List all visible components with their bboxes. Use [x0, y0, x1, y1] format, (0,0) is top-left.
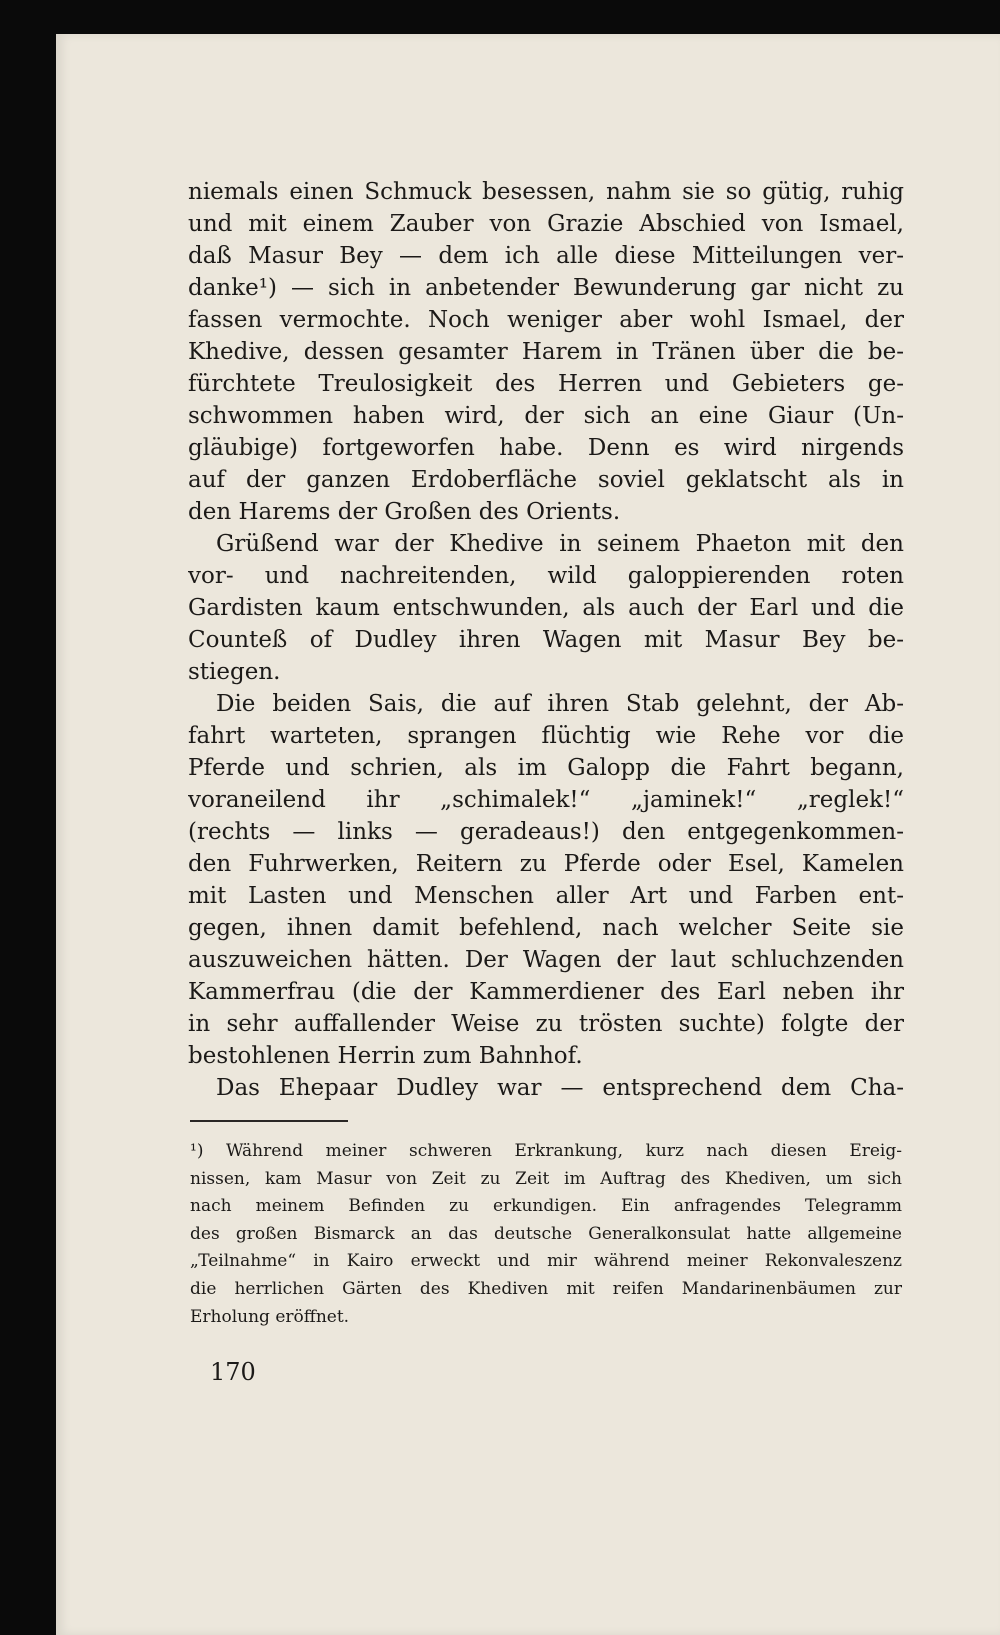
footnote — [190, 1138, 902, 1331]
footnote-line: nissen, kam Masur von Zeit zu Zeit im Auftrag des Khediven, um sich — [190, 1168, 902, 1189]
text-line: den Fuhrwerken, Reitern zu Pferde oder Esel, Kamelen — [188, 851, 904, 877]
footnote-line: die herrlichen Gärten des Khediven mit reifen Mandarinenbäumen zur — [190, 1278, 902, 1299]
text-line: bestohlenen Herrin zum Bahnhof. — [188, 1043, 583, 1069]
footnote-line: des großen Bismarck an das deutsche Generalkonsulat hatte allgemeine — [190, 1223, 902, 1244]
text-line: mit Lasten und Menschen aller Art und Farben ent- — [188, 883, 904, 909]
text-line: Counteß of Dudley ihren Wagen mit Masur Bey be- — [188, 627, 904, 653]
text-line: den Harems der Großen des Orients. — [188, 499, 621, 525]
text-line: fürchtete Treulosigkeit des Herren und Gebieters ge- — [188, 371, 904, 397]
text-line: Die beiden Sais, die auf ihren Stab gelehnt, der Ab- — [216, 691, 904, 717]
text-line: vor- und nachreitenden, wild galoppierenden roten — [188, 563, 904, 589]
text-line: Khedive, dessen gesamter Harem in Tränen über die be- — [188, 339, 904, 365]
text-line: Pferde und schrien, als im Galopp die Fahrt begann, — [188, 755, 904, 781]
text-line: niemals einen Schmuck besessen, nahm sie so gütig, ruhig — [188, 179, 904, 205]
text-line: gläubige) fortgeworfen habe. Denn es wird nirgends — [188, 435, 904, 461]
text-line: Grüßend war der Khedive in seinem Phaeton mit den — [216, 531, 904, 557]
text-line: auf der ganzen Erdoberfläche soviel geklatscht als in — [188, 467, 904, 493]
text-line: gegen, ihnen damit befehlend, nach welcher Seite sie — [188, 915, 904, 941]
footnote-divider — [190, 1120, 348, 1122]
text-line: danke¹) — sich in anbetender Bewunderung gar nicht zu — [188, 275, 904, 301]
footnote-line: nach meinem Befinden zu erkundigen. Ein anfragendes Telegramm — [190, 1196, 902, 1217]
text-line: daß Masur Bey — dem ich alle diese Mitteilungen ver- — [188, 243, 904, 269]
footnote-line: Erholung eröffnet. — [190, 1306, 350, 1327]
text-line: in sehr auffallender Weise zu trösten suchte) folgte der — [188, 1011, 904, 1037]
text-line: (rechts — links — geradeaus!) den entgegenkommen- — [188, 819, 904, 845]
text-line: stiegen. — [188, 659, 281, 685]
body-text — [188, 176, 904, 1104]
text-line: fahrt warteten, sprangen flüchtig wie Rehe vor die — [188, 723, 904, 749]
footnote-line: ¹) Während meiner schweren Erkrankung, kurz nach diesen Ereig- — [190, 1141, 902, 1161]
text-line: Gardisten kaum entschwunden, als auch der Earl und die — [188, 595, 904, 621]
text-line: Kammerfrau (die der Kammerdiener des Earl neben ihr — [188, 979, 904, 1005]
text-line: fassen vermochte. Noch weniger aber wohl Ismael, der — [188, 307, 904, 333]
text-line: auszuweichen hätten. Der Wagen der laut schluchzenden — [188, 947, 904, 973]
footnote-line: „Teilnahme“ in Kairo erweckt und mir während meiner Rekonvaleszenz — [190, 1251, 902, 1272]
text-line: und mit einem Zauber von Grazie Abschied von Ismael, — [188, 211, 904, 237]
text-line: Das Ehepaar Dudley war — entsprechend dem Cha- — [216, 1075, 904, 1101]
text-line: voraneilend ihr „schimalek!“ „jaminek!“ „reglek!“ — [188, 787, 904, 813]
page-number: 170 — [210, 1358, 256, 1386]
text-line: schwommen haben wird, der sich an eine Giaur (Un- — [188, 403, 904, 429]
